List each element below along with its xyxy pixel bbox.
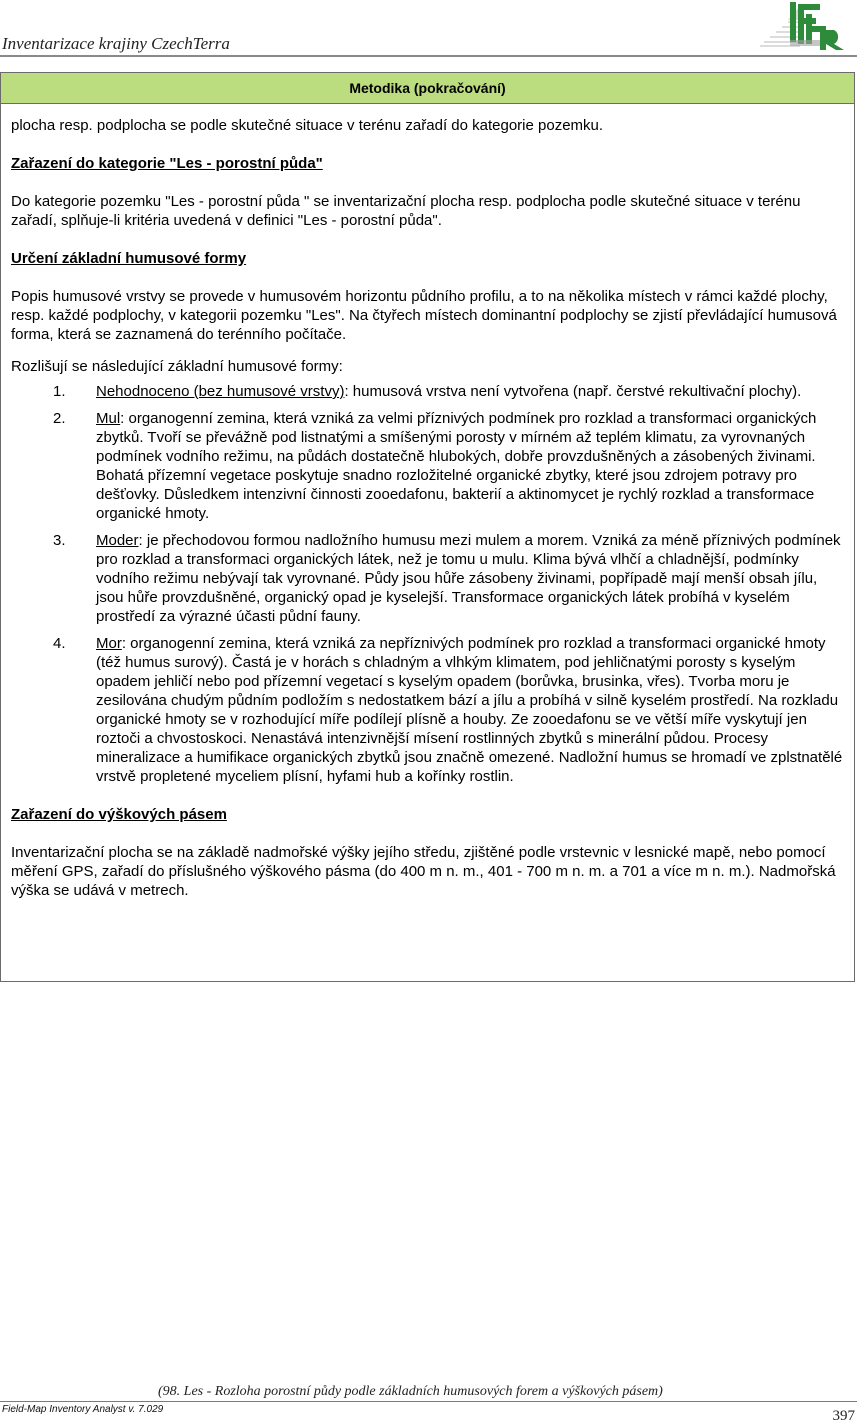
humus-forms-list <box>11 382 844 786</box>
paragraph-altitude-zones: Inventarizační plocha se na základě nadmořské výšky jejího středu, zjištěné podle vrstevnic v lesnické mapě, nebo pomocí měření GPS, zařadí do příslušného výškového pásma (do 400 m n. m., 401 - 700 m n. m. a 701 a více m n. m.). Nadmořská výška se udává v metrech. <box>11 844 836 899</box>
humus-description: : humusová vrstva není vytvořena (např. čerstvé rekultivační plochy). <box>344 383 802 400</box>
section-title: Metodika (pokračování) <box>349 80 506 96</box>
humus-term: Moder <box>96 532 139 549</box>
section-header <box>1 73 854 104</box>
paragraph-les-porostni-puda: Do kategorie pozemku "Les - porostní půda " se inventarizační plocha resp. podplocha podle skutečné situace v terénu zařadí, splňuje-li kritéria uvedená v definici "Les - porostní půda". <box>11 193 801 229</box>
paragraph-humus-form: Popis humusové vrstvy se provede v humusovém horizontu půdního profilu, a to na několika místech v rámci každé plochy, resp. každé podplochy, v kategorii pozemku "Les". Na čtyřech místech dominantní podplochy se zjistí převládající humusová forma, která se zaznamená do terénního počítače. <box>11 288 837 343</box>
intro-paragraph: plocha resp. podplocha se podle skutečné situace v terénu zařadí do kategorie pozemku. <box>11 117 604 134</box>
list-item <box>11 531 844 626</box>
heading-humus-form: Určení základní humusové formy <box>11 250 247 267</box>
page-header <box>0 0 857 57</box>
section-body <box>1 104 854 900</box>
humus-term: Mor <box>96 635 122 652</box>
ifer-logo-icon <box>760 0 857 54</box>
header-divider <box>0 55 857 57</box>
humus-term: Nehodnoceno (bez humusové vrstvy) <box>96 383 345 400</box>
humus-list-intro: Rozlišují se následující základní humusové formy: <box>11 358 343 375</box>
list-item <box>11 634 844 786</box>
humus-term: Mul <box>96 410 121 427</box>
list-number: 2. <box>53 410 66 427</box>
list-number: 3. <box>53 532 66 549</box>
list-number: 4. <box>53 635 66 652</box>
app-version: Field-Map Inventory Analyst v. 7.029 <box>2 1404 164 1415</box>
humus-description: : je přechodovou formou nadložního humusu mezi mulem a morem. Vzniká za méně příznivých podmínek pro rozklad a transformaci organických látek, než je tomu u mulu. Klima bývá vlhčí a chladnější, podmínky vodního režimu nebývají tak vyrovnané. Půdy jsou hůře zásobeny živinami, popřípadě mají menší obsah jílu, jsou hůře provzdušněné, organický opad je kyselejší. Transformace organických látek probíhá v kyselém prostředí za výrazné účasti půdní fauny. <box>96 532 841 625</box>
list-item <box>11 382 844 401</box>
humus-description: : organogenní zemina, která vzniká za nepříznivých podmínek pro rozklad a transformaci organické hmoty (též humus surový). Častá je v horách s chladným a vlhkým klimatem, pod jehličnatými porosty s kyselým opadem jehličí nebo pod přízemní vegetací s kyselým opadem (borůvka, brusinka, vřes). Tvorba moru je zesilována chudým půdním podložím s nedostatkem bází a jílu a probíhá v silně kyselém prostředí. Na rozkladu organické hmoty se v rozhodující míře podílejí plísně a houby. Ze zooedafonu se ve větší míře vyskytují jen roztoči a chvostoskoci. Nenastává intenzivnější mísení rostlinných zbytků s minerální půdou. Procesy mineralizace a humifikace organických zbytků jsou značně omezené. Nadložní humus se hromadí ve zplstnatělé vrstvě propletené myceliem plísní, hyfami hub a kořínky rostlin. <box>96 635 843 785</box>
humus-description: : organogenní zemina, která vzniká za velmi příznivých podmínek pro rozklad a transformaci organických zbytků. Tvoří se převážně pod listnatými a smíšenými porosty v mírném až teplém klimatu, za vyrovnaných podmínek vodního režimu, na půdách dostatečně hlubokých, dobře provzdušněných a zásobených živinami. Bohatá přízemní vegetace poskytuje snadno rozložitelné organické zbytky, které jsou zdrojem potravy pro dešťovky. Důsledkem intenzivní činnosti zooedafonu, bakterií a aktinomycet je rychlý rozklad a transformace organické hmoty. <box>96 410 817 522</box>
methodology-box <box>0 72 855 982</box>
figure-caption: (98. Les - Rozloha porostní půdy podle základních humusových forem a výškových pásem) <box>158 1384 663 1399</box>
footer-divider <box>0 1401 857 1402</box>
list-item <box>11 409 844 523</box>
list-number: 1. <box>53 383 66 400</box>
document-title: Inventarizace krajiny CzechTerra <box>2 34 230 53</box>
heading-altitude-zones: Zařazení do výškových pásem <box>11 806 227 823</box>
heading-les-porostni-puda: Zařazení do kategorie "Les - porostní půda" <box>11 155 323 172</box>
page-number: 397 <box>832 1408 855 1424</box>
page-footer <box>0 1380 857 1424</box>
